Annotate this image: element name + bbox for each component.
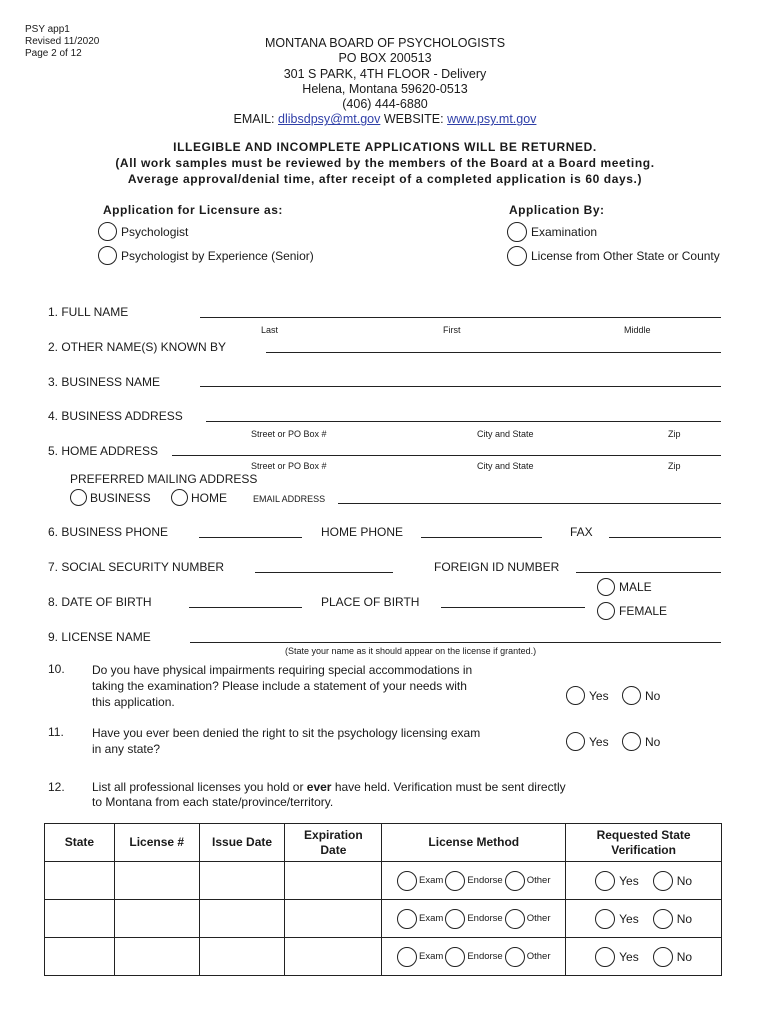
business-phone-label: 6. BUSINESS PHONE (48, 525, 169, 539)
verification-options (566, 947, 721, 967)
city-address: Helena, Montana 59620-0513 (302, 81, 468, 96)
board-address (0, 36, 770, 128)
app-by-title: Application By: (509, 203, 605, 217)
header-expiration-date: Expiration Date (285, 824, 382, 862)
method-option-label: Exam (419, 875, 444, 886)
email-address-field[interactable] (338, 503, 721, 504)
radio-male[interactable] (597, 578, 615, 596)
middle-caption: Middle (624, 325, 651, 335)
header-license-number: License # (114, 824, 199, 862)
radio-q10-no[interactable] (622, 686, 641, 705)
mail-home-option[interactable] (171, 489, 227, 506)
radio-verification-option[interactable] (653, 909, 673, 929)
state-cell[interactable] (45, 862, 115, 900)
other-names-field[interactable] (266, 352, 721, 353)
radio-method-option[interactable] (397, 871, 417, 891)
q12-line-1a: List all professional licenses you hold or (92, 780, 307, 794)
zip-caption: Zip (668, 429, 681, 439)
q10-line-2: taking the examination? Please include a statement of your needs with (92, 679, 467, 693)
business-name-label: 3. BUSINESS NAME (48, 375, 161, 389)
table-row (45, 938, 722, 976)
header-issue-date: Issue Date (199, 824, 285, 862)
email-address-label: EMAIL ADDRESS (253, 494, 326, 504)
verification-options (566, 909, 721, 929)
licensure-psychologist-label: Psychologist (121, 224, 189, 239)
q10-no-label: No (645, 688, 661, 703)
home-phone-label: HOME PHONE (321, 525, 404, 539)
radio-other-state[interactable] (507, 246, 527, 266)
radio-mail-home[interactable] (171, 489, 188, 506)
license-method-cell (382, 938, 566, 976)
verification-cell (566, 862, 722, 900)
full-name-field[interactable] (200, 317, 721, 318)
contact-line (0, 112, 770, 127)
app-by-examination[interactable] (507, 222, 597, 242)
header-requested-verification: Requested State Verification (566, 824, 722, 862)
license-table (44, 823, 722, 976)
fax-label: FAX (570, 525, 593, 539)
app-by-examination-label: Examination (531, 225, 598, 239)
app-by-other-state[interactable] (507, 246, 720, 266)
q10-line-1: Do you have physical impairments requiring special accommodations in (92, 663, 473, 677)
q10-number: 10. (48, 662, 65, 676)
licensure-senior-label: Psychologist by Experience (Senior) (121, 248, 314, 263)
license-method-options (382, 947, 565, 967)
q12-text (92, 780, 566, 810)
radio-verification-option[interactable] (595, 871, 615, 891)
radio-verification-option[interactable] (653, 947, 673, 967)
ssn-field[interactable] (255, 572, 393, 573)
license-number-cell[interactable] (114, 938, 199, 976)
q11-yes-label: Yes (589, 734, 609, 749)
method-option-label: Other (526, 951, 551, 962)
expiration-date-cell[interactable] (285, 900, 382, 938)
q12-emphasis: ever (306, 780, 332, 794)
q11-no-label: No (645, 734, 661, 749)
board-phone: (406) 444-6880 (342, 97, 428, 112)
verification-option-label: No (676, 949, 693, 964)
verification-option-label: No (676, 911, 693, 926)
issue-date-cell[interactable] (199, 900, 285, 938)
q12-line-1 (92, 780, 566, 795)
method-option-label: Endorse (467, 951, 503, 962)
po-box: PO BOX 200513 (338, 51, 432, 66)
home-street-caption: Street or PO Box # (251, 461, 327, 471)
business-address-field[interactable] (206, 421, 721, 422)
method-option-label: Other (526, 875, 551, 886)
method-option-label: Endorse (467, 875, 503, 886)
q11-yes-option[interactable] (566, 732, 609, 751)
header-state: State (45, 824, 115, 862)
method-option-label: Exam (419, 951, 444, 962)
method-option-label: Other (526, 913, 551, 924)
table-row (45, 900, 722, 938)
expiration-date-cell[interactable] (285, 862, 382, 900)
radio-method-option[interactable] (505, 947, 525, 967)
website-link[interactable]: www.psy.mt.gov (447, 112, 537, 127)
radio-q11-no[interactable] (622, 732, 641, 751)
q11-text (92, 725, 480, 757)
license-method-options (382, 909, 565, 929)
license-name-note: (State your name as it should appear on the license if granted.) (285, 646, 537, 656)
q12-line-1c: have held. Verification must be sent directly (331, 780, 566, 794)
license-name-field[interactable] (190, 642, 721, 643)
table-row (45, 862, 722, 900)
email-link[interactable]: dlibsdpsy@mt.gov (278, 112, 381, 127)
home-address-field[interactable] (172, 455, 721, 456)
radio-psychologist[interactable] (98, 222, 117, 241)
license-number-cell[interactable] (114, 862, 199, 900)
licensure-senior[interactable] (98, 246, 314, 265)
home-city-state-caption: City and State (477, 461, 534, 471)
q10-no-option[interactable] (622, 686, 660, 705)
city-state-caption: City and State (477, 429, 534, 439)
q12-line-2: to Montana from each state/province/territory. (92, 795, 334, 809)
page-number: Page 2 of 12 (25, 48, 82, 59)
header-license-method: License Method (382, 824, 566, 862)
home-zip-caption: Zip (668, 461, 681, 471)
verification-cell (566, 938, 722, 976)
radio-examination[interactable] (507, 222, 527, 242)
license-method-options (382, 871, 565, 891)
other-names-label: 2. OTHER NAME(S) KNOWN BY (48, 340, 227, 354)
form-id: PSY app1 (25, 24, 70, 35)
business-phone-field[interactable] (199, 537, 302, 538)
dob-label: 8. DATE OF BIRTH (48, 595, 152, 609)
first-caption: First (443, 325, 461, 335)
expiration-date-cell[interactable] (285, 938, 382, 976)
mail-home-label: HOME (191, 490, 227, 505)
email-label: EMAIL: (233, 112, 275, 127)
fax-field[interactable] (609, 537, 721, 538)
notice (0, 139, 770, 187)
verification-option-label: Yes (619, 911, 639, 926)
home-phone-field[interactable] (421, 537, 542, 538)
sex-female-option[interactable] (597, 602, 667, 620)
notice-line-2: (All work samples must be reviewed by the members of the Board at a Board meeting. (115, 156, 655, 170)
license-number-cell[interactable] (114, 900, 199, 938)
foreign-id-label: FOREIGN ID NUMBER (434, 560, 560, 574)
q12-number: 12. (48, 780, 65, 794)
method-option-label: Exam (419, 913, 444, 924)
home-address-label: 5. HOME ADDRESS (48, 444, 159, 458)
table-header-row (45, 824, 722, 862)
mail-business-option[interactable] (70, 489, 151, 506)
radio-method-option[interactable] (397, 909, 417, 929)
q10-yes-label: Yes (589, 688, 609, 703)
preferred-mailing-label: PREFERRED MAILING ADDRESS (70, 472, 258, 486)
radio-method-option[interactable] (445, 947, 465, 967)
radio-senior[interactable] (98, 246, 117, 265)
female-label: FEMALE (619, 604, 668, 618)
sex-male-option[interactable] (597, 578, 652, 596)
radio-verification-option[interactable] (595, 909, 615, 929)
q11-no-option[interactable] (622, 732, 660, 751)
issue-date-cell[interactable] (199, 862, 285, 900)
q11-line-1: Have you ever been denied the right to sit the psychology licensing exam (92, 726, 481, 740)
radio-method-option[interactable] (445, 871, 465, 891)
place-of-birth-label: PLACE OF BIRTH (321, 595, 420, 609)
license-name-label: 9. LICENSE NAME (48, 630, 151, 644)
method-option-label: Endorse (467, 913, 503, 924)
license-method-cell (382, 862, 566, 900)
radio-method-option[interactable] (397, 947, 417, 967)
website-label: WEBSITE: (383, 112, 444, 127)
q11-number: 11. (48, 725, 64, 739)
issue-date-cell[interactable] (199, 938, 285, 976)
business-address-label: 4. BUSINESS ADDRESS (48, 409, 183, 423)
ssn-label: 7. SOCIAL SECURITY NUMBER (48, 560, 225, 574)
notice-line-1: ILLEGIBLE AND INCOMPLETE APPLICATIONS WILL BE RETURNED. (173, 140, 597, 154)
q11-line-2: in any state? (92, 742, 161, 756)
revised-date: Revised 11/2020 (25, 36, 100, 47)
dob-field[interactable] (189, 607, 302, 608)
radio-verification-option[interactable] (595, 947, 615, 967)
place-of-birth-field[interactable] (441, 607, 585, 608)
q10-text (92, 662, 472, 710)
verification-options (566, 871, 721, 891)
business-name-field[interactable] (200, 386, 721, 387)
radio-method-option[interactable] (505, 909, 525, 929)
license-method-cell (382, 900, 566, 938)
street-address: 301 S PARK, 4TH FLOOR - Delivery (283, 66, 487, 81)
male-label: MALE (619, 580, 652, 594)
state-cell[interactable] (45, 900, 115, 938)
state-cell[interactable] (45, 938, 115, 976)
q10-yes-option[interactable] (566, 686, 609, 705)
last-caption: Last (261, 325, 279, 335)
radio-q10-yes[interactable] (566, 686, 585, 705)
q10-line-3: this application. (92, 695, 175, 709)
radio-q11-yes[interactable] (566, 732, 585, 751)
full-name-label: 1. FULL NAME (48, 305, 129, 319)
foreign-id-field[interactable] (576, 572, 721, 573)
app-by-other-state-label: License from Other State or County (531, 249, 720, 263)
board-name: MONTANA BOARD OF PSYCHOLOGISTS (264, 36, 506, 50)
licensure-title: Application for Licensure as: (103, 203, 283, 217)
radio-method-option[interactable] (505, 871, 525, 891)
notice-line-3: Average approval/denial time, after receipt of a completed application is 60 days.) (127, 172, 643, 186)
verification-option-label: No (676, 873, 693, 888)
verification-cell (566, 900, 722, 938)
verification-option-label: Yes (619, 949, 639, 964)
verification-option-label: Yes (619, 873, 639, 888)
radio-verification-option[interactable] (653, 871, 673, 891)
mail-business-label: BUSINESS (90, 490, 151, 505)
radio-female[interactable] (597, 602, 615, 620)
radio-method-option[interactable] (445, 909, 465, 929)
licensure-psychologist[interactable] (98, 222, 188, 241)
radio-mail-business[interactable] (70, 489, 87, 506)
street-caption: Street or PO Box # (251, 429, 327, 439)
